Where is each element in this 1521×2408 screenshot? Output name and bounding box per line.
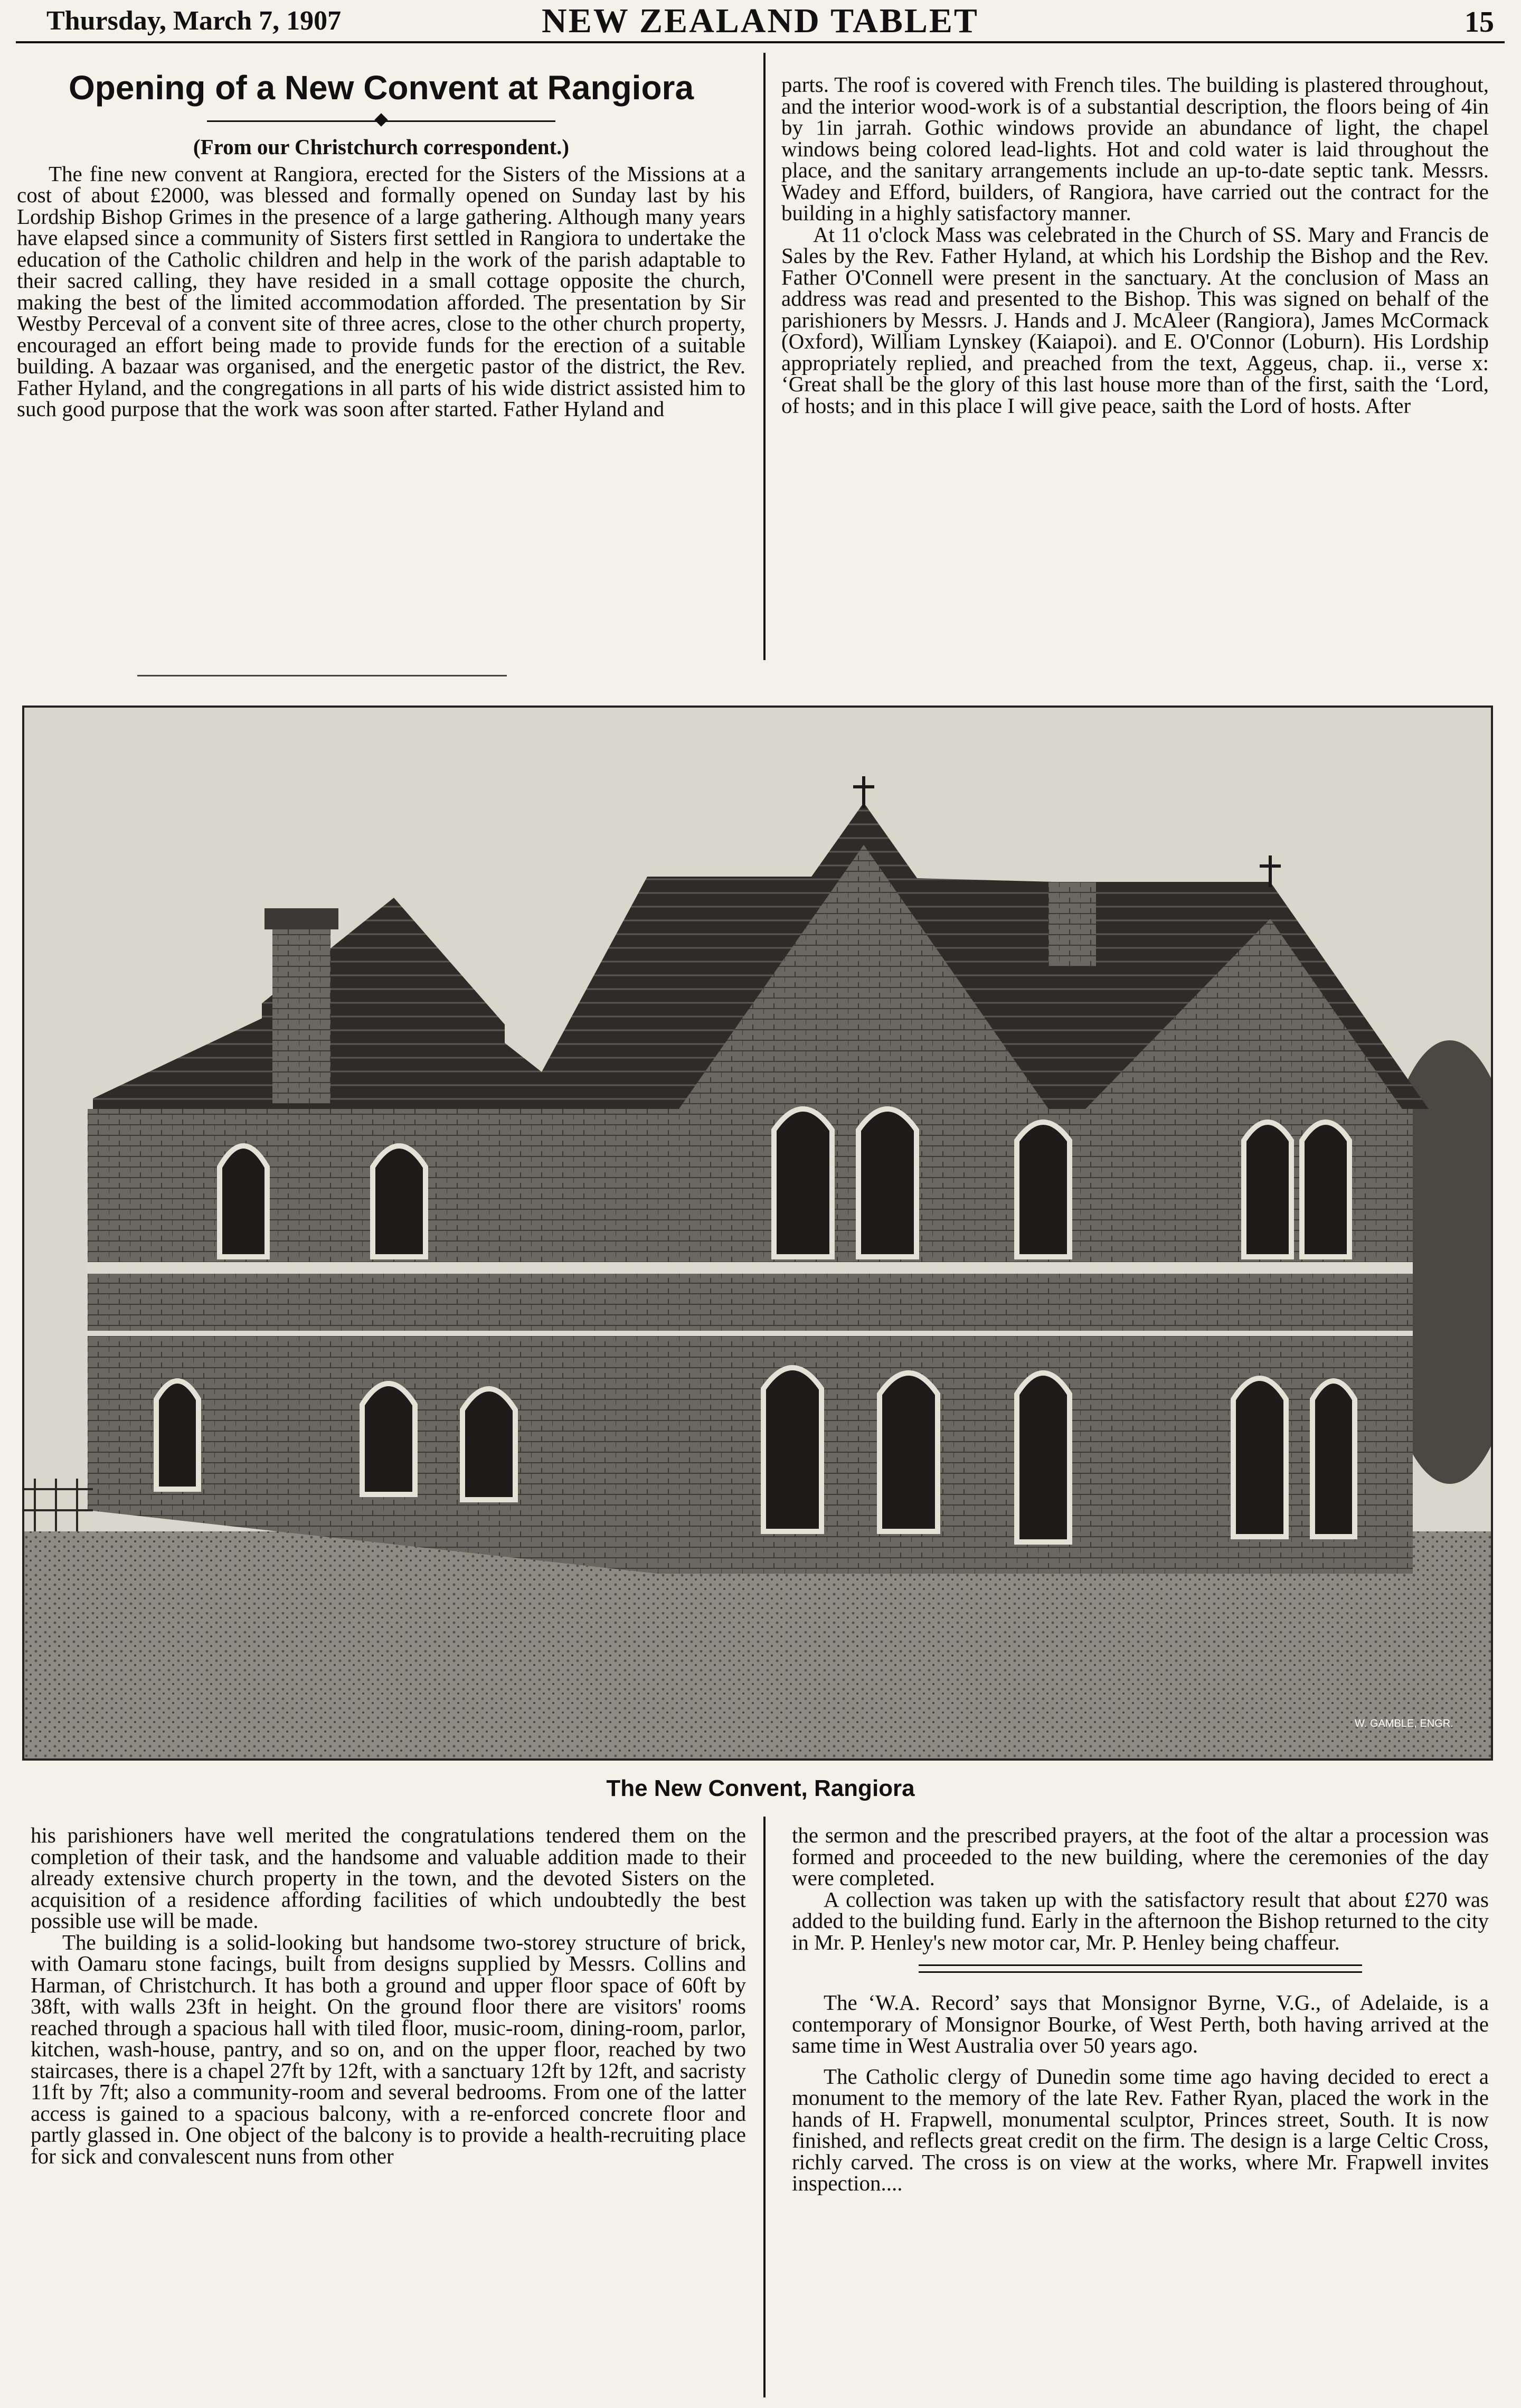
column-rule-bottom bbox=[763, 1817, 766, 2397]
article-byline: (From our Christchurch correspondent.) bbox=[193, 135, 570, 159]
article-paragraph: The fine new convent at Rangiora, erected for the Sisters of the Missions at a cost of about £2000, was blessed and formally opened on Sunday last by his Lordship Bishop Grimes in the presence of a large gathering. Although many years have elapsed since a community of Sisters first settled in Rangiora to undertake the education of the Catholic children and help in the work of the parish adaptable to their sacred calling, they have resided in a small cottage opposite the church, making the best of the limited accommodation afforded. The presentation by Sir Westby Perceval of a convent site of three acres, close to the other church property, encouraged an effort being made to provide funds for the erection of a suitable building. A bazaar was organised, and the energetic pastor of the district, the Rev. Father Hyland, and the congregations in all parts of his wide district assisted him to such good purpose that the work was soon after started. Father Hyland and bbox=[17, 161, 745, 421]
article-separator bbox=[919, 1964, 1362, 1973]
masthead bbox=[16, 0, 1505, 43]
engraver-credit: W. GAMBLE, ENGR. bbox=[1355, 1718, 1453, 1729]
article-bottom-right-column bbox=[792, 1824, 1489, 2194]
article-paragraph: his parishioners have well merited the congratulations tendered them on the completion of their task, and the handsome and valuable addition made to their already extensive church property in the town, and the devoted Sisters on the acquisition of a residence affording facilities of which undoubtedly the best possible use will be made. bbox=[31, 1823, 746, 1933]
ornamental-rule bbox=[207, 113, 555, 129]
article-paragraph: the sermon and the prescribed prayers, at the foot of the altar a procession was formed and proceeded to the new building, where the ceremonies of the day were completed. bbox=[792, 1823, 1489, 1890]
news-item-paragraph: The Catholic clergy of Dunedin some time ago having decided to erect a monument to the memory of the late Rev. Father Ryan, placed the work in the hands of H. Frapwell, monumental sculptor, Princes street, South. It is now finished, and reflects great credit on the firm. The design is a large Celtic Cross, richly carved. The cross is on view at the works, where Mr. Frapwell invites inspection.... bbox=[792, 2064, 1489, 2195]
article-paragraph: parts. The roof is covered with French tiles. The building is plastered throughout, and the interior wood-work is of a substantial description, the floors being of 4in by 1in jarrah. Gothic windows provide an abundance of light, the chapel windows being colored lead-lights. Hot and cold water is laid throughout the place, and the sanitary arrangements include an up-to-date septic tank. Messrs. Wadey and Efford, builders, of Rangiora, have carried out the contract for the building in a highly satisfactory manner. bbox=[781, 72, 1489, 225]
photo-caption: The New Convent, Rangiora bbox=[606, 1775, 915, 1801]
article-paragraph: The building is a solid-looking but handsome two-storey structure of brick, with Oamaru stone facings, built from designs supplied by Messrs. Collins and Harman, of Christchurch. It has both a ground and upper floor space of 60ft by 38ft, with walls 23ft in height. On the ground floor there are visitors' rooms reached through a spacious hall with tiled floor, music-room, dining-room, parlor, kitchen, wash-house, pantry, and so on, and on the upper floor, reached by two staircases, there is a chapel 27ft by 12ft, with a sanctuary 12ft by 12ft, and sacristy 11ft by 7ft; also a community-room and several bedrooms. From one of the latter access is gained to a spacious balcony, with a re-enforced concrete floor and partly glassed in. One object of the balcony is to provide a health-recruiting place for sick and convalescent nuns from other bbox=[31, 1930, 746, 2168]
article-paragraph: A collection was taken up with the satisfactory result that about £270 was added to the building fund. Early in the afternoon the Bishop returned to the city in Mr. P. Henley's new motor car, Mr. P. Henley being chaffeur. bbox=[792, 1887, 1489, 1954]
issue-date: Thursday, March 7, 1907 bbox=[46, 6, 342, 36]
article-headline: Opening of a New Convent at Rangiora bbox=[68, 69, 694, 107]
publication-title: NEW ZEALAND TABLET bbox=[542, 2, 979, 40]
article-top-right-column bbox=[781, 74, 1489, 416]
convent-building-illustration bbox=[24, 708, 1491, 1758]
page-number: 15 bbox=[1465, 6, 1494, 39]
column-rule-top bbox=[763, 53, 766, 660]
news-item-paragraph: The ‘W.A. Record’ says that Monsignor Byrne, V.G., of Adelaide, is a contemporary of Monsignor Bourke, of West Perth, both having arrived at the same time in West Australia over 50 years ago. bbox=[792, 1990, 1489, 2057]
article-paragraph: At 11 o'clock Mass was celebrated in the Church of SS. Mary and Francis de Sales by the Rev. Father Hyland, at which his Lordship the Bishop and the Rev. Father O'Connell were present in the sanctuary. At the conclusion of Mass an address was read and presented to the Bishop. This was signed on behalf of the parishioners by Messrs. J. Hands and J. McAleer (Rangiora), James McCormack (Oxford), William Lynskey (Kaiapoi). and E. O'Connor (Loburn). His Lordship appropriately replied, and preached from the text, Aggeus, chap. ii., verse x: ‘Great shall be the glory of this last house more than of the first, saith the ‘Lord, of hosts; and in this place I will give peace, saith the Lord of hosts. After bbox=[781, 222, 1489, 418]
convent-photograph bbox=[22, 706, 1493, 1761]
section-rule bbox=[137, 675, 507, 676]
article-top-left-column bbox=[17, 68, 745, 420]
article-bottom-left-column bbox=[31, 1824, 746, 2167]
